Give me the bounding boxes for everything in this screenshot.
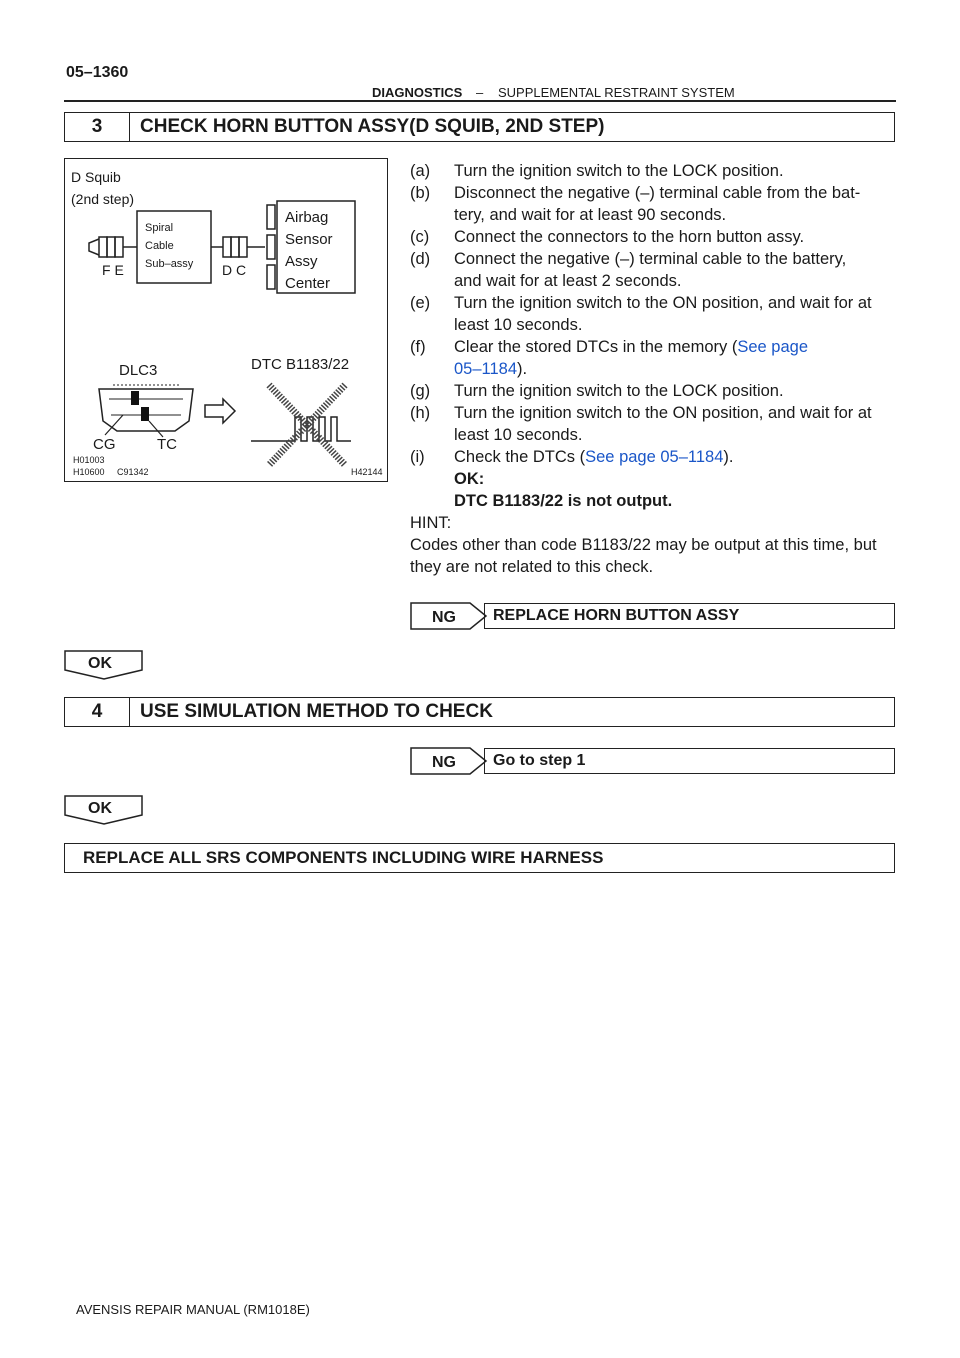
figure-code-2: H10600 bbox=[73, 467, 105, 477]
header-separator: – bbox=[476, 85, 484, 100]
tc-label: TC bbox=[157, 436, 177, 453]
cross-out-icon bbox=[269, 385, 345, 465]
step-3-number: 3 bbox=[65, 113, 130, 141]
spiral-label-2: Cable bbox=[145, 240, 174, 252]
figure-code-1: H01003 bbox=[73, 455, 105, 465]
hint-label: HINT: bbox=[410, 514, 452, 532]
figure-code-4: H42144 bbox=[351, 467, 383, 477]
header-section: DIAGNOSTICS bbox=[372, 85, 463, 100]
hint-text-2: they are not related to this check. bbox=[410, 558, 654, 576]
instructions-block: (a) Turn the ignition switch to the LOCK position. (b) Disconnect the negative (–) terminal cable from the bat- tery, and wait for at least 90 seconds. (c) Connect the connectors to the horn button assy. (d) Connect the negative (–) terminal cable to the battery, and wait for at least 2 seconds. (e) Turn the ignition switch to the ON position, and wait for at least 10 seconds. (f) Clear the stored DTCs in the memory (See page 05–1184). (g) Turn the ignition switch to the LOCK position. (h) Turn the ignition switch to the ON position, and wait for at least 10 seconds. (i) Check the DTCs (See page 05–1184). OK: DTC B1183/22 is not output. HINT: Codes other than code B1183/22 may be output at this time, but they are not related to this check. bbox=[410, 160, 896, 600]
ok-tab-3-label: OK bbox=[88, 655, 112, 672]
airbag-label-3: Assy bbox=[285, 253, 318, 270]
footer-text: AVENSIS REPAIR MANUAL (RM1018E) bbox=[76, 1302, 310, 1317]
ok-criteria-label: OK: bbox=[454, 470, 485, 488]
ng-tab-3 bbox=[410, 602, 488, 630]
see-page-link-f[interactable]: See page bbox=[737, 338, 808, 356]
see-page-link-i[interactable]: See page 05–1184 bbox=[585, 448, 724, 466]
ok-tab-3 bbox=[64, 650, 144, 680]
ng-action-3: REPLACE HORN BUTTON ASSY bbox=[484, 603, 895, 629]
dlc3-label: DLC3 bbox=[119, 362, 158, 379]
spiral-label-3: Sub–assy bbox=[145, 258, 194, 270]
figure-code-3: C91342 bbox=[117, 467, 149, 477]
ok-criteria-text: DTC B1183/22 is not output. bbox=[454, 492, 673, 510]
step-4-title: USE SIMULATION METHOD TO CHECK bbox=[140, 701, 493, 722]
page-number: 05–1360 bbox=[66, 64, 129, 81]
ng-action-4: Go to step 1 bbox=[484, 748, 895, 774]
ok-tab-4-label: OK bbox=[88, 800, 112, 817]
connector-dc bbox=[211, 237, 265, 257]
final-action-box: REPLACE ALL SRS COMPONENTS INCLUDING WIRE HARNESS bbox=[64, 843, 895, 873]
connector-fe-label: F E bbox=[102, 262, 124, 278]
header-subsection: SUPPLEMENTAL RESTRAINT SYSTEM bbox=[498, 85, 735, 100]
airbag-sensor-connector bbox=[267, 205, 275, 289]
airbag-label-4: Center bbox=[285, 275, 331, 292]
ng-label-3: NG bbox=[432, 609, 456, 626]
hint-text-1: Codes other than code B1183/22 may be output at this time, but bbox=[410, 536, 877, 554]
arrow-icon bbox=[205, 399, 235, 423]
connector-dc-label: D C bbox=[222, 262, 247, 278]
header-rule bbox=[64, 100, 896, 102]
connector-fe bbox=[89, 237, 137, 257]
dtc-label: DTC B1183/22 bbox=[251, 356, 350, 373]
dlc3-connector bbox=[99, 385, 193, 437]
ok-tab-4 bbox=[64, 795, 144, 825]
wiring-figure bbox=[64, 158, 388, 482]
step-4-number: 4 bbox=[65, 698, 130, 726]
figure-label-2: (2nd step) bbox=[71, 191, 135, 207]
step-3-header bbox=[64, 112, 895, 142]
step-4-header bbox=[64, 697, 895, 727]
ng-tab-4 bbox=[410, 747, 488, 775]
see-page-link-f-2[interactable]: 05–1184 bbox=[454, 360, 518, 378]
step-3-title: CHECK HORN BUTTON ASSY(D SQUIB, 2ND STEP) bbox=[140, 116, 605, 137]
figure-label-1: D Squib bbox=[71, 169, 121, 185]
airbag-label-2: Sensor bbox=[285, 231, 333, 248]
spiral-label-1: Spiral bbox=[145, 222, 174, 234]
airbag-label-1: Airbag bbox=[285, 209, 329, 226]
wiring-diagram bbox=[65, 159, 386, 480]
cg-label: CG bbox=[93, 436, 116, 453]
ng-label-4: NG bbox=[432, 754, 456, 771]
dtc-waveform bbox=[251, 417, 351, 441]
